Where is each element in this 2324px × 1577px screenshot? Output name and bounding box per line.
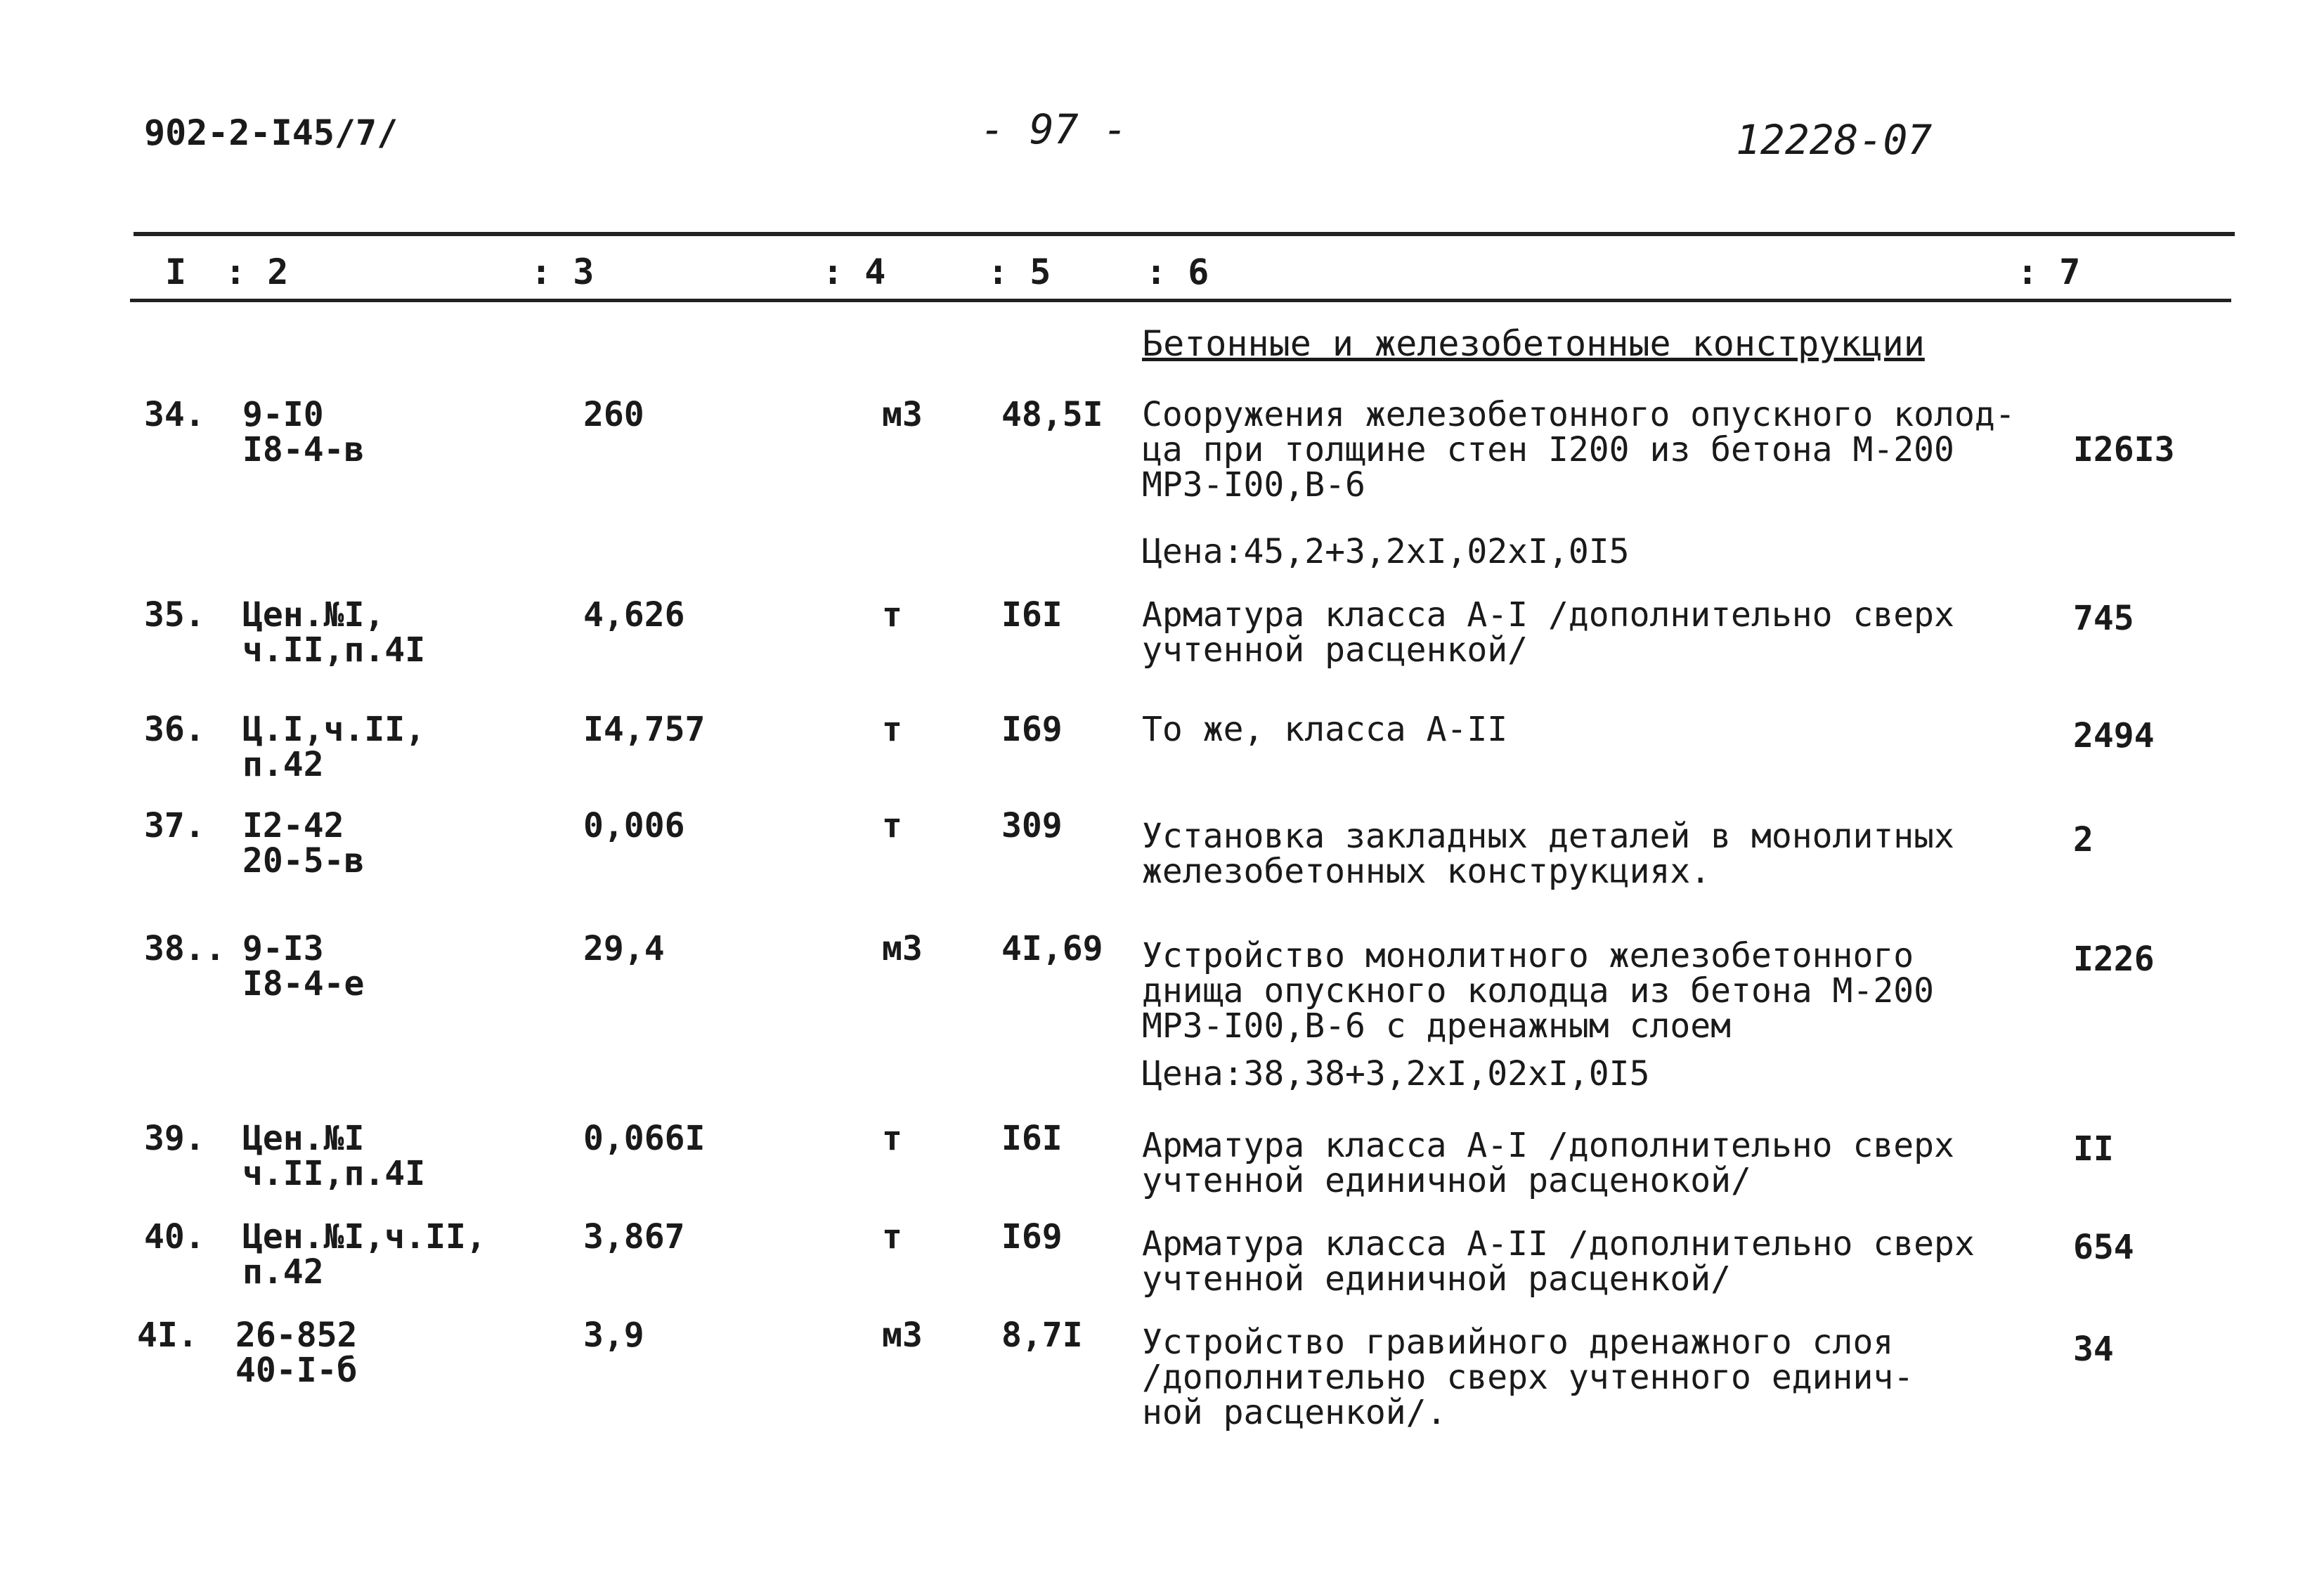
column-header-4: : 4 xyxy=(822,252,886,292)
row-code-line: I8-4-в xyxy=(242,430,365,469)
row-description xyxy=(1142,712,1507,747)
row-number: 4I. xyxy=(137,1316,198,1355)
inventory-number: 12228-07 xyxy=(1736,116,1933,164)
top-rule xyxy=(134,232,2235,236)
row-code-line: 9-I3 xyxy=(242,929,324,968)
section-title: Бетонные и железобетонные конструкции xyxy=(1142,323,1925,364)
row-quantity: 3,9 xyxy=(583,1316,644,1355)
row-code-line: 26-852 xyxy=(235,1316,358,1355)
row-code xyxy=(242,397,364,467)
row-description-line: МРЗ-I00,В-6 xyxy=(1142,465,1365,505)
row-total: II xyxy=(2073,1129,2114,1169)
row-total: 34 xyxy=(2073,1330,2114,1369)
row-unit: м3 xyxy=(882,929,923,968)
row-code xyxy=(242,806,365,881)
row-description-line: ца при толщине стен I200 из бетона М-200 xyxy=(1142,430,1954,469)
row-description-line: ной расценкой/. xyxy=(1142,1393,1447,1432)
document-code: 902-2-I45/7/ xyxy=(144,112,398,153)
row-number: 40. xyxy=(144,1217,205,1257)
row-code-line: Цен.№I,ч.II, xyxy=(242,1217,486,1257)
row-description xyxy=(1142,938,1934,1044)
row-description-line: То же, класса А-II xyxy=(1142,710,1508,749)
row-total: 654 xyxy=(2073,1228,2134,1267)
row-quantity: 4,626 xyxy=(583,595,685,635)
row-code-line: 20-5-в xyxy=(242,841,365,881)
row-unit-price: 4I,69 xyxy=(1001,929,1103,968)
row-code-line: Цен.№I xyxy=(242,1119,365,1158)
row-code-line: Ц.I,ч.II, xyxy=(242,710,426,749)
row-description-line: Арматура класса А-I /дополнительно сверх xyxy=(1142,595,1954,635)
row-code xyxy=(235,1318,357,1388)
row-description-line: Устройство монолитного железобетонного xyxy=(1142,936,1914,975)
row-code xyxy=(242,597,425,668)
row-unit: м3 xyxy=(882,395,923,434)
header-rule xyxy=(130,299,2231,302)
row-description-line: днища опускного колодца из бетона М-200 xyxy=(1142,971,1935,1011)
row-code-line: Цен.№I, xyxy=(242,595,385,635)
row-unit: т xyxy=(882,710,902,749)
row-number: 35. xyxy=(144,595,205,635)
column-header-5: : 5 xyxy=(987,252,1051,292)
column-header-6: : 6 xyxy=(1145,252,1209,292)
row-total: 745 xyxy=(2073,599,2134,638)
row-unit-price: 8,7I xyxy=(1001,1316,1083,1355)
row-code xyxy=(242,929,365,1004)
row-code-line: ч.II,п.4I xyxy=(242,1154,426,1193)
row-number: 34. xyxy=(144,395,205,434)
column-header-2: : 2 xyxy=(225,252,289,292)
row-description-line: учтенной единичной расценокой/ xyxy=(1142,1161,1751,1200)
row-description xyxy=(1142,1226,1975,1297)
row-code-line: п.42 xyxy=(242,745,324,784)
row-code-line: I2-42 xyxy=(242,806,344,845)
row-code-line: ч.II,п.4I xyxy=(242,630,426,670)
row-number: 38.. xyxy=(144,929,226,968)
column-header-7: : 7 xyxy=(2017,252,2081,292)
row-code xyxy=(242,1219,486,1290)
row-description xyxy=(1142,395,2015,505)
row-unit-price: I69 xyxy=(1001,710,1063,749)
row-quantity: 0,066I xyxy=(583,1119,706,1158)
row-description-line: /дополнительно сверх учтенного единич- xyxy=(1142,1358,1914,1397)
row-description-line: железобетонных конструкциях. xyxy=(1142,852,1711,891)
row-number: 36. xyxy=(144,710,205,749)
row-code-line: 40-I-б xyxy=(235,1351,358,1390)
row-number: 39. xyxy=(144,1119,205,1158)
row-description xyxy=(1142,1325,1914,1430)
row-unit-price: I69 xyxy=(1001,1217,1063,1257)
row-unit-price: 48,5I xyxy=(1001,395,1103,434)
row-number: 37. xyxy=(144,806,205,845)
row-unit: м3 xyxy=(882,1316,923,1355)
row-quantity: I4,757 xyxy=(583,710,706,749)
row-description-line: учтенной единичной расценкой/ xyxy=(1142,1259,1732,1299)
row-code-line: I8-4-е xyxy=(242,964,365,1004)
row-unit: т xyxy=(882,1217,902,1257)
row-code xyxy=(242,1121,425,1191)
row-description-line: МРЗ-I00,В-6 с дренажным слоем xyxy=(1142,1006,1732,1046)
column-header-1: I xyxy=(165,252,187,292)
row-total: I26I3 xyxy=(2073,430,2175,469)
row-description-line: Арматура класса А-II /дополнительно сверх xyxy=(1142,1224,1975,1264)
row-unit-price: I6I xyxy=(1001,595,1063,635)
row-price-note: Цена:45,2+3,2хI,02хI,0I5 xyxy=(1142,532,1630,571)
row-quantity: 260 xyxy=(583,395,644,434)
row-unit: т xyxy=(882,1119,902,1158)
row-unit: т xyxy=(882,806,902,845)
row-unit-price: 309 xyxy=(1001,806,1063,845)
row-total: 2494 xyxy=(2073,716,2155,755)
row-total: I226 xyxy=(2073,940,2155,979)
row-description xyxy=(1142,597,1954,668)
row-quantity: 3,867 xyxy=(583,1217,685,1257)
row-quantity: 29,4 xyxy=(583,929,665,968)
row-code xyxy=(242,712,425,782)
row-total: 2 xyxy=(2073,820,2093,859)
row-quantity: 0,006 xyxy=(583,806,685,845)
row-unit-price: I6I xyxy=(1001,1119,1063,1158)
row-code-line: п.42 xyxy=(242,1252,324,1292)
row-description-line: Устройство гравийного дренажного слоя xyxy=(1142,1323,1894,1362)
column-header-3: : 3 xyxy=(531,252,595,292)
row-description-line: Сооружения железобетонного опускного колод- xyxy=(1142,395,2015,434)
row-code-line: 9-I0 xyxy=(242,395,324,434)
row-description-line: Арматура класса А-I /дополнительно сверх xyxy=(1142,1126,1954,1165)
row-description xyxy=(1142,819,1954,889)
row-description xyxy=(1142,1128,1954,1198)
row-unit: т xyxy=(882,595,902,635)
page-number: - 97 - xyxy=(980,105,1128,153)
row-description-line: Установка закладных деталей в монолитных xyxy=(1142,817,1954,856)
row-price-note: Цена:38,38+3,2хI,02хI,0I5 xyxy=(1142,1054,1650,1093)
row-description-line: учтенной расценкой/ xyxy=(1142,630,1528,670)
